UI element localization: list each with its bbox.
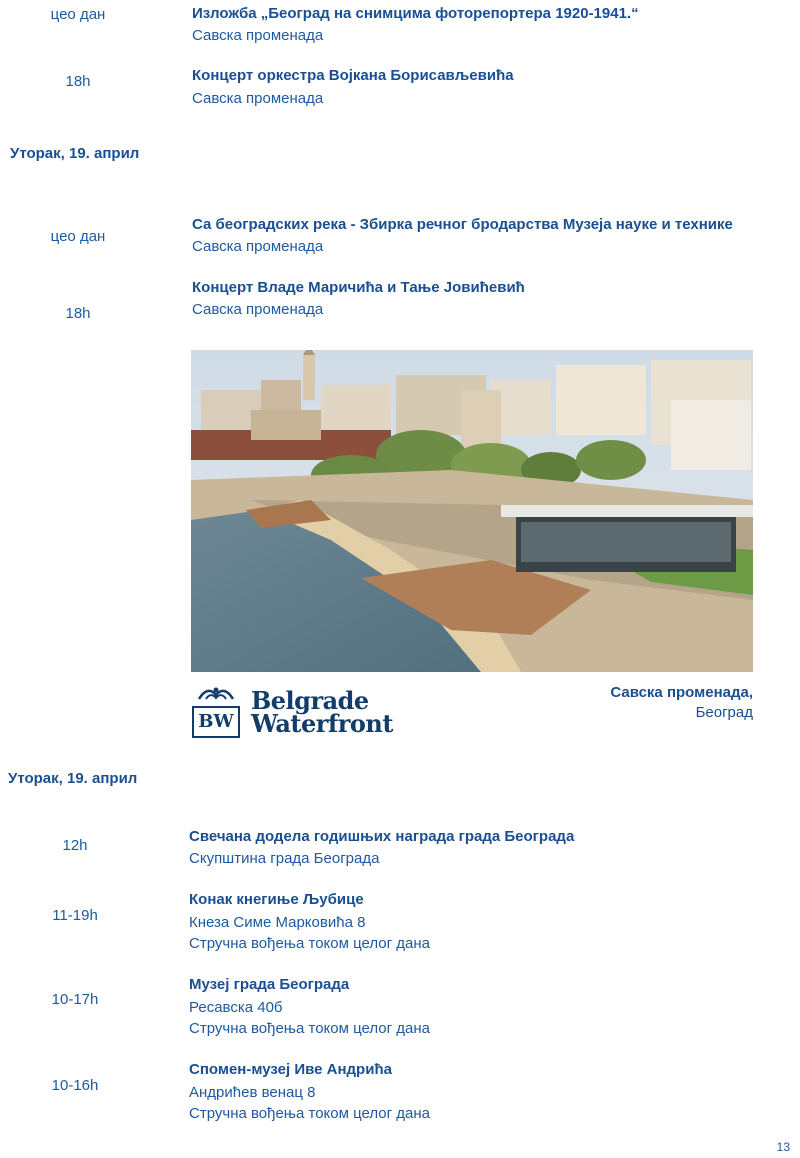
event-note: Стручна вођења током целог дана — [189, 935, 430, 952]
event-title: Музеј града Београда — [189, 976, 350, 993]
page-number: 13 — [776, 1140, 790, 1154]
event-venue: Савска променада — [192, 301, 324, 318]
day-heading: Уторак, 19. април — [8, 770, 138, 787]
event-address: Кнеза Симе Марковића 8 — [189, 914, 366, 931]
promenade-photo-illustration — [191, 350, 753, 672]
caption-line-2: Београд — [695, 704, 753, 721]
logo-line-1: Belgrade — [251, 686, 369, 715]
event-time: цео дан — [50, 228, 106, 245]
belgrade-waterfront-logo — [191, 685, 393, 740]
event-title: Спомен-музеј Иве Андрића — [189, 1061, 392, 1078]
event-time: 18h — [65, 305, 91, 322]
event-time: 10-17h — [51, 991, 99, 1008]
event-note: Стручна вођења током целог дана — [189, 1020, 430, 1037]
event-address: Андрићев венац 8 — [189, 1084, 316, 1101]
event-title: Свечана додела годишњих награда града Београда — [189, 828, 575, 845]
logo-line-2: Waterfront — [251, 709, 393, 738]
event-venue: Савска променада — [192, 27, 324, 44]
event-venue: Скупштина града Београда — [189, 850, 380, 867]
event-address: Ресавска 40б — [189, 999, 283, 1016]
event-time: 12h — [62, 837, 88, 854]
photo-caption — [503, 683, 753, 723]
logo-mark: BW — [198, 711, 234, 732]
promenade-photo — [191, 350, 753, 672]
caption-line-1: Савска променада, — [610, 684, 753, 701]
event-title: Конак кнегиње Љубице — [189, 891, 364, 908]
event-time: цео дан — [50, 6, 106, 23]
event-note: Стручна вођења током целог дана — [189, 1105, 430, 1122]
event-time: 11-19h — [52, 907, 98, 924]
event-time: 10-16h — [51, 1077, 99, 1094]
event-venue: Савска променада — [192, 238, 324, 255]
event-title: Концерт Владе Маричића и Тање Јовићевић — [192, 279, 525, 296]
day-heading: Уторак, 19. април — [10, 145, 140, 162]
event-title: Са београдских река - Збирка речног бродарства Музеја науке и технике — [192, 216, 733, 233]
event-time: 18h — [65, 73, 91, 90]
event-venue: Савска променада — [192, 90, 324, 107]
event-title: Изложба „Београд на снимцима фоторепортера 1920-1941.“ — [192, 5, 639, 22]
event-title: Концерт оркестра Војкана Борисављевића — [192, 67, 514, 84]
